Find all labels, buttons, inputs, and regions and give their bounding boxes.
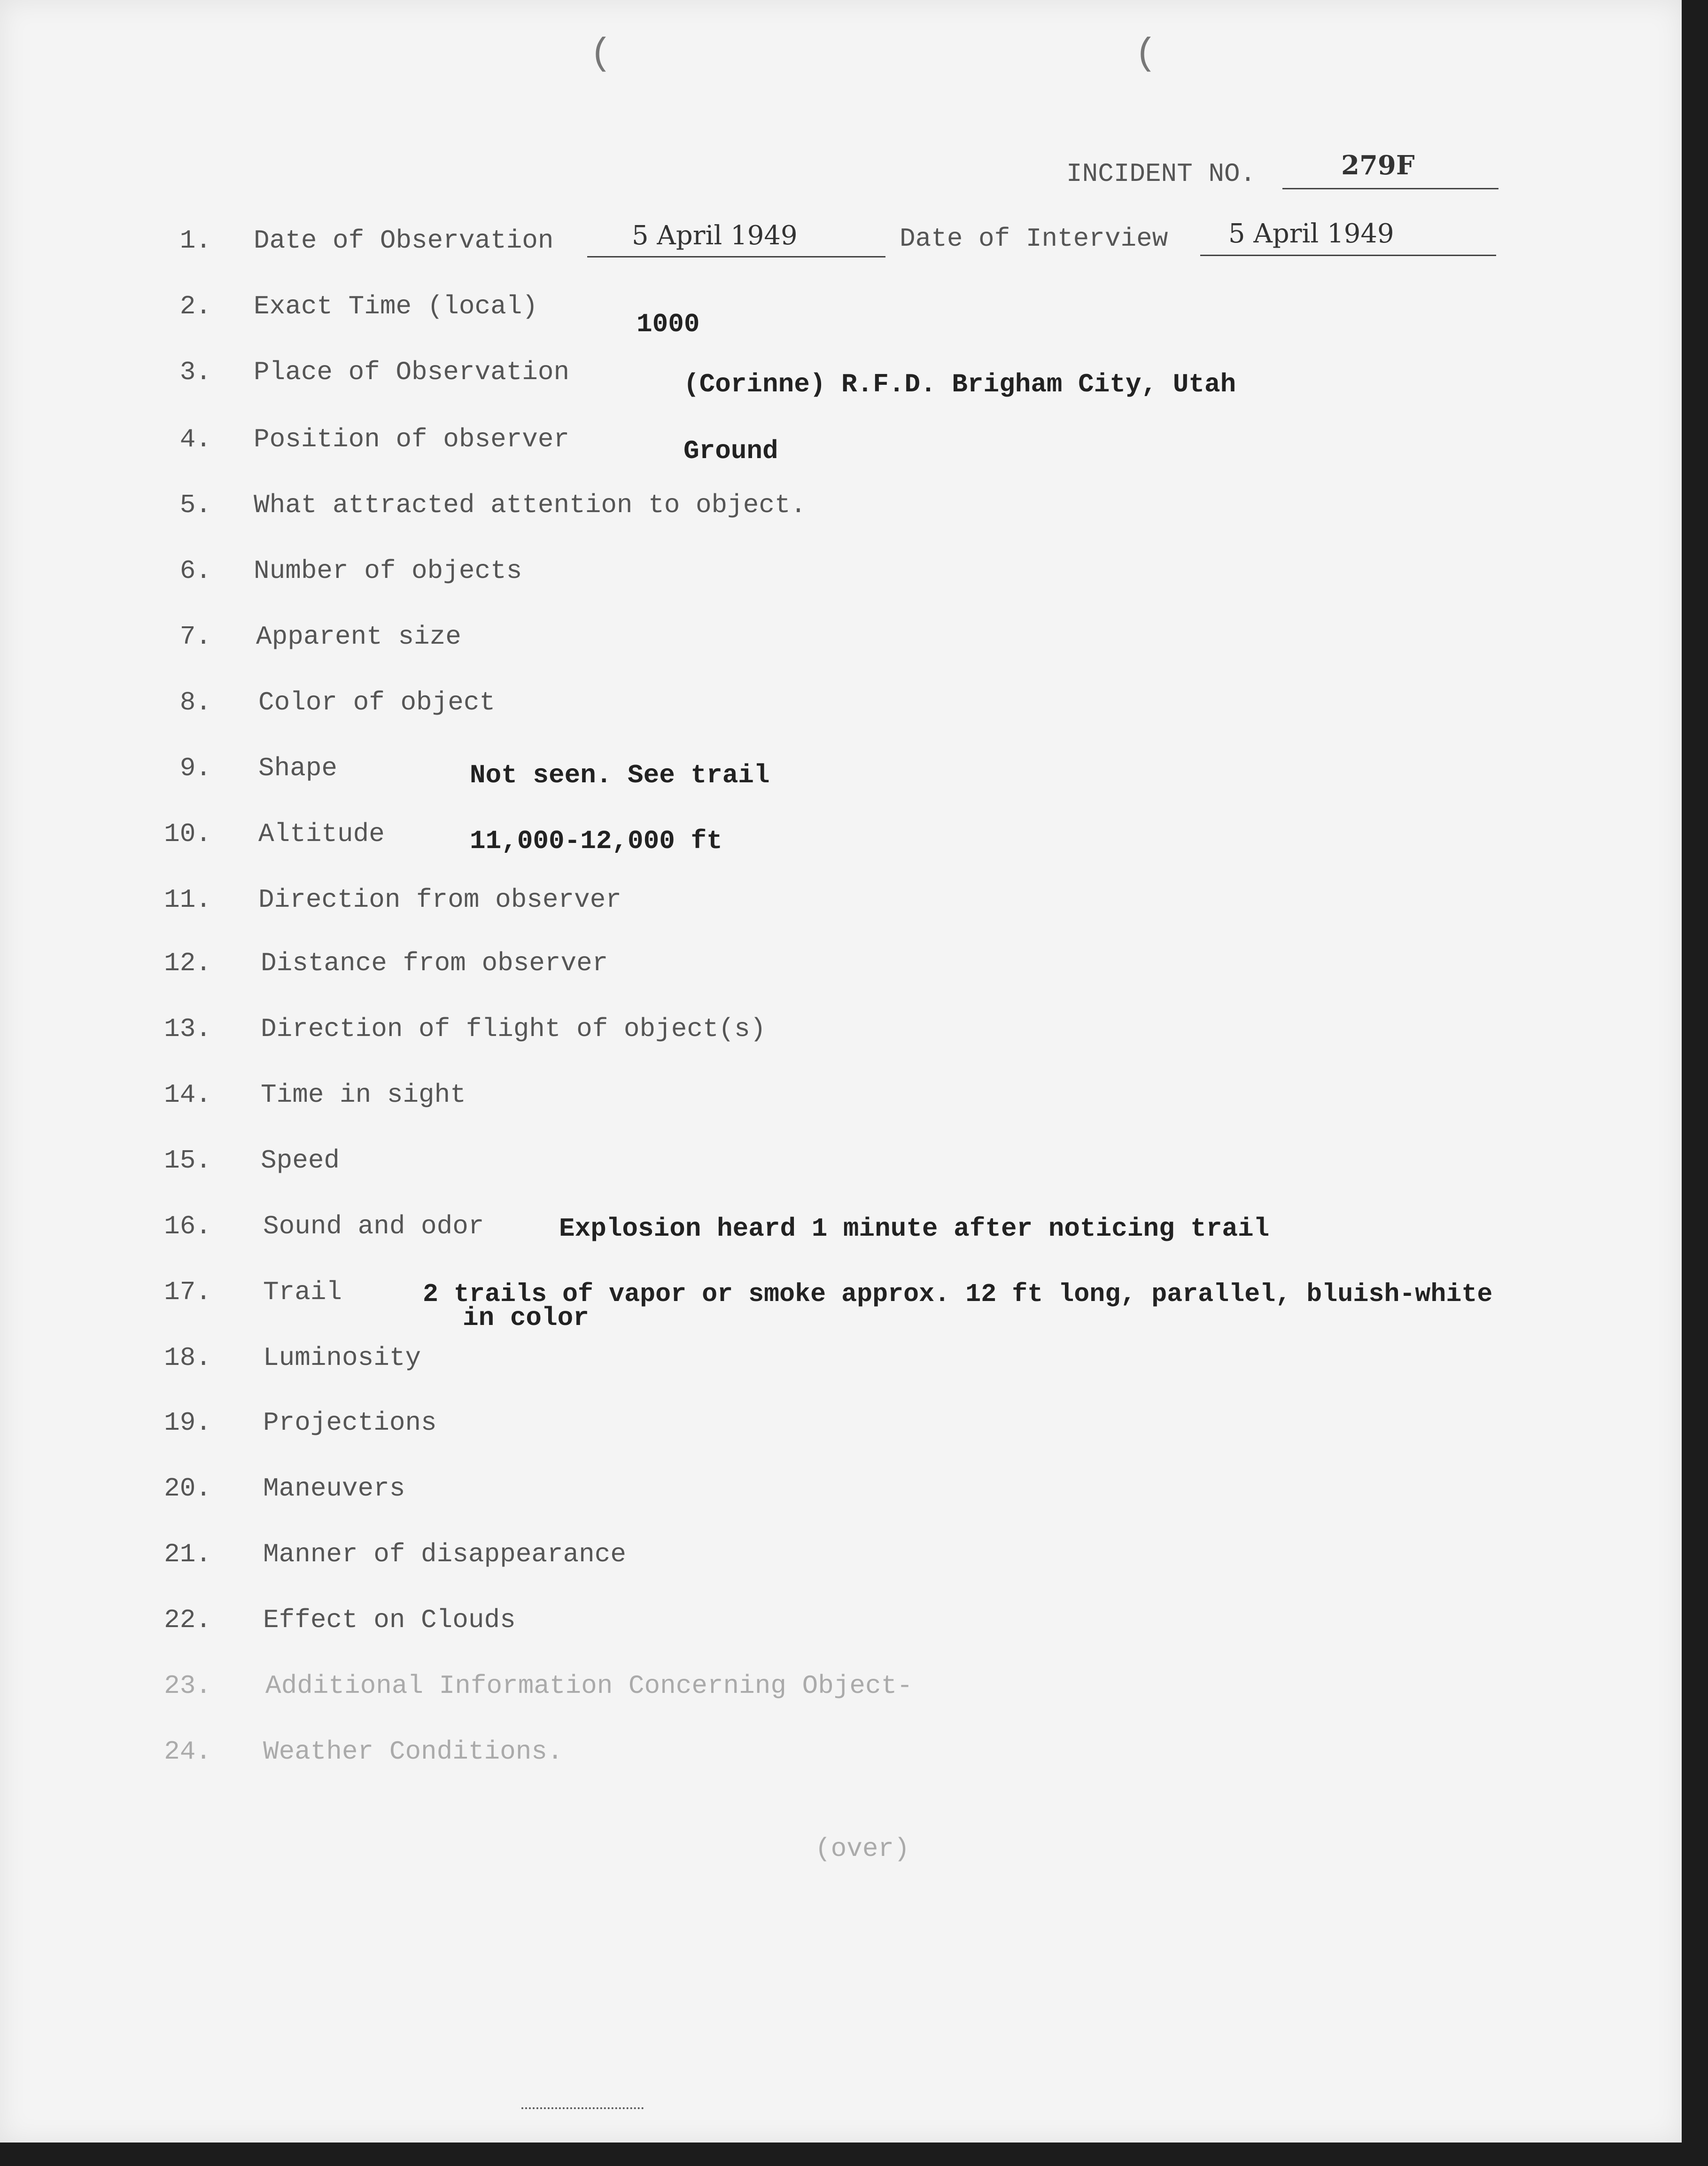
- item-number: 22.: [164, 1605, 211, 1635]
- item-label: Direction from observer: [258, 885, 621, 915]
- incident-underline: [1282, 188, 1498, 189]
- observation-date-label: Date of Observation: [254, 226, 554, 256]
- item-number: 1.: [179, 226, 211, 256]
- item-label: Luminosity: [263, 1343, 421, 1373]
- item-number: 2.: [179, 291, 211, 321]
- page-footer-over: (over): [815, 1834, 910, 1864]
- item-value: 2 trails of vapor or smoke approx. 12 ft long, parallel, bluish-white: [423, 1279, 1493, 1309]
- item-label: Direction of flight of object(s): [261, 1014, 766, 1044]
- item-label: Projections: [263, 1408, 437, 1438]
- scan-edge-bottom: [0, 2143, 1708, 2166]
- incident-number: 279F: [1341, 150, 1415, 181]
- item-number: 5.: [179, 490, 211, 520]
- item-label: Distance from observer: [261, 948, 608, 978]
- item-number: 17.: [164, 1277, 211, 1307]
- interview-date-value: 5 April 1949: [1228, 218, 1394, 249]
- item-number: 11.: [164, 885, 211, 915]
- item-value: Ground: [683, 436, 778, 466]
- item-value: 11,000-12,000 ft: [470, 826, 722, 856]
- item-label: Apparent size: [256, 622, 461, 652]
- item-number: 8.: [179, 687, 211, 717]
- item-number: 15.: [164, 1145, 211, 1176]
- item-number: 12.: [164, 948, 211, 978]
- scan-artifact: [521, 2107, 644, 2111]
- item-value: (Corinne) R.F.D. Brigham City, Utah: [683, 369, 1236, 399]
- item-label: Manner of disappearance: [263, 1539, 626, 1569]
- item-label: Time in sight: [261, 1080, 466, 1110]
- item-number: 20.: [164, 1473, 211, 1504]
- item-label: Speed: [261, 1145, 340, 1176]
- item-label: Position of observer: [254, 424, 570, 454]
- item-number: 10.: [164, 819, 211, 849]
- item-number: 23.: [164, 1671, 211, 1701]
- item-number: 18.: [164, 1343, 211, 1373]
- item-label: Maneuvers: [263, 1473, 405, 1504]
- item-label: Trail: [263, 1277, 342, 1307]
- incident-label: INCIDENT NO.: [1066, 159, 1256, 189]
- interview-date-label: Date of Interview: [900, 224, 1168, 254]
- item-number: 6.: [179, 556, 211, 586]
- item-number: 9.: [179, 753, 211, 783]
- item-label: Number of objects: [254, 556, 522, 586]
- scan-edge-right: [1682, 0, 1708, 2166]
- item-number: 14.: [164, 1080, 211, 1110]
- item-number: 19.: [164, 1408, 211, 1438]
- item-number: 24.: [164, 1737, 211, 1767]
- item-number: 7.: [179, 622, 211, 652]
- item-label: Color of object: [258, 687, 496, 717]
- item-label: Place of Observation: [254, 357, 570, 387]
- item-number: 21.: [164, 1539, 211, 1569]
- item-number: 4.: [179, 424, 211, 454]
- observation-date-value: 5 April 1949: [632, 220, 798, 251]
- item-label: Sound and odor: [263, 1211, 484, 1241]
- punch-mark-right: (: [1134, 33, 1157, 76]
- observation-date-underline: [587, 256, 885, 257]
- item-number: 16.: [164, 1211, 211, 1241]
- item-value: Not seen. See trail: [470, 760, 770, 790]
- item-label: Shape: [258, 753, 338, 783]
- item-label: Effect on Clouds: [263, 1605, 516, 1635]
- item-label: Altitude: [258, 819, 385, 849]
- item-value-continued: in color: [463, 1303, 589, 1333]
- item-label: Exact Time (local): [254, 291, 538, 321]
- item-value: Explosion heard 1 minute after noticing trail: [559, 1214, 1270, 1244]
- item-value: 1000: [637, 309, 700, 339]
- interview-date-underline: [1200, 255, 1496, 256]
- item-label: Additional Information Concerning Object-: [265, 1671, 913, 1701]
- punch-mark-left: (: [590, 33, 613, 76]
- item-number: 3.: [179, 357, 211, 387]
- item-label: What attracted attention to object.: [254, 490, 807, 520]
- item-label: Weather Conditions.: [263, 1737, 563, 1767]
- item-number: 13.: [164, 1014, 211, 1044]
